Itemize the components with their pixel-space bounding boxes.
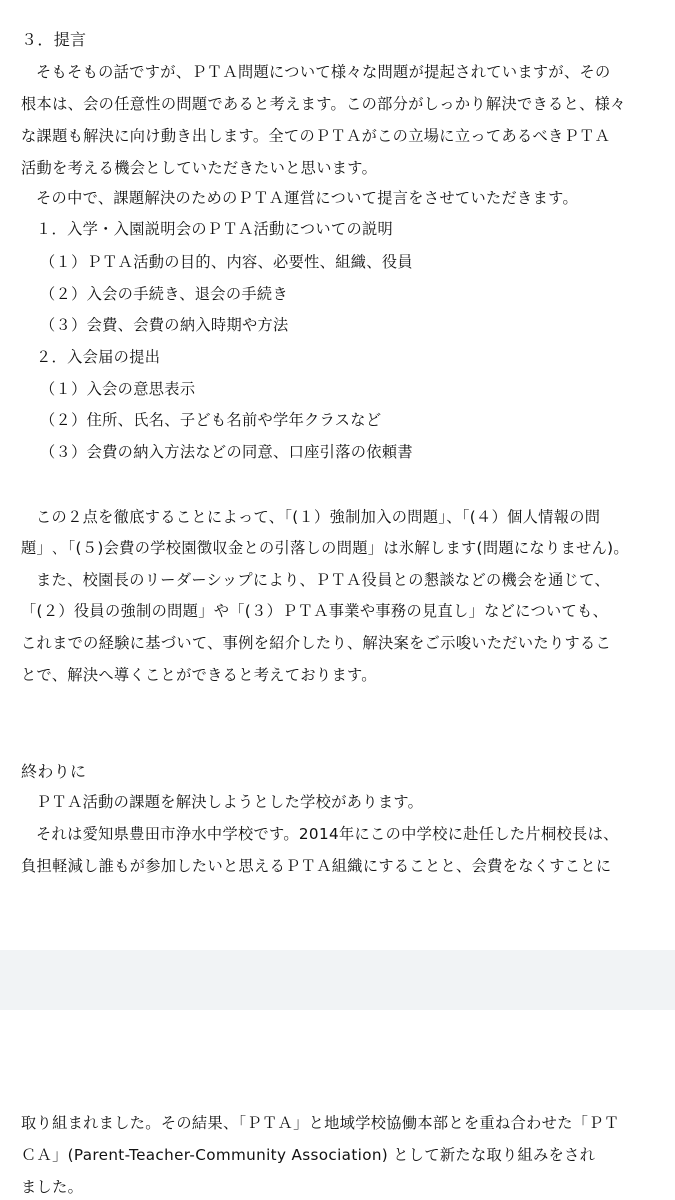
list-item: １．入学・入園説明会のＰＴＡ活動についての説明 <box>36 220 394 238</box>
list-item: （１）入会の意思表示 <box>40 380 196 398</box>
paragraph-line: ＰＴＡ活動の課題を解決しようとした学校があります。 <box>36 793 424 811</box>
list-item: ２．入会届の提出 <box>36 348 161 366</box>
document-page-bottom <box>0 1010 675 1200</box>
list-item: （１）ＰＴＡ活動の目的、内容、必要性、組織、役員 <box>40 253 413 271</box>
closing-heading: 終わりに <box>21 762 87 781</box>
paragraph-line: 取り組まれました。その結果、「ＰＴＡ」と地域学校協働本部とを重ね合わせた「ＰＴ <box>21 1114 620 1132</box>
paragraph-line: そもそもの話ですが、ＰＴＡ問題について様々な問題が提起されていますが、その <box>36 63 611 81</box>
list-item: （２）住所、氏名、子ども名前や学年クラスなど <box>40 411 382 429</box>
paragraph-line: それは愛知県豊田市浄水中学校です。2014年にこの中学校に赴任した片桐校長は、 <box>36 825 619 843</box>
section-heading-teigen: ３．提言 <box>21 30 87 49</box>
paragraph-line: な課題も解決に向け動き出します。全てのＰＴＡがこの立場に立ってあるべきＰＴＡ <box>21 127 611 145</box>
paragraph-line: 負担軽減し誰もが参加したいと思えるＰＴＡ組織にすることと、会費をなくすことに <box>21 857 612 875</box>
paragraph-line: 根本は、会の任意性の問題であると考えます。この部分がしっかり解決できると、様々 <box>21 95 626 113</box>
paragraph-line: これまでの経験に基づいて、事例を紹介したり、解決案をご示唆いただいたりするこ <box>21 634 612 652</box>
paragraph-line: 「(２）役員の強制の問題」や「(３）ＰＴＡ事業や事務の見直し」などについても、 <box>21 602 609 620</box>
paragraph-line: 活動を考える機会としていただきたいと思います。 <box>21 159 378 177</box>
page-separator <box>0 950 675 1010</box>
paragraph-line: ました。 <box>21 1178 84 1196</box>
list-item: （３）会費の納入方法などの同意、口座引落の依頼書 <box>40 443 413 461</box>
paragraph-line: その中で、課題解決のためのＰＴＡ運営について提言をさせていただきます。 <box>36 189 578 207</box>
list-item: （２）入会の手続き、退会の手続き <box>40 285 288 303</box>
paragraph-line: 題」､「(５)会費の学校園徴収金との引落しの問題」は氷解します(問題になりません)。 <box>21 539 629 557</box>
paragraph-line: この２点を徹底することによって、「(１）強制加入の問題」、「(４）個人情報の問 <box>36 508 601 526</box>
paragraph-line: また、校園長のリーダーシップにより、ＰＴＡ役員との懇談などの機会を通じて、 <box>36 571 610 589</box>
paragraph-line: とで、解決へ導くことができると考えております。 <box>21 666 377 684</box>
list-item: （３）会費、会費の納入時期や方法 <box>40 316 289 334</box>
paragraph-line: ＣＡ」(Parent-Teacher-Community Association) として新たな取り組みをされ <box>21 1146 596 1164</box>
